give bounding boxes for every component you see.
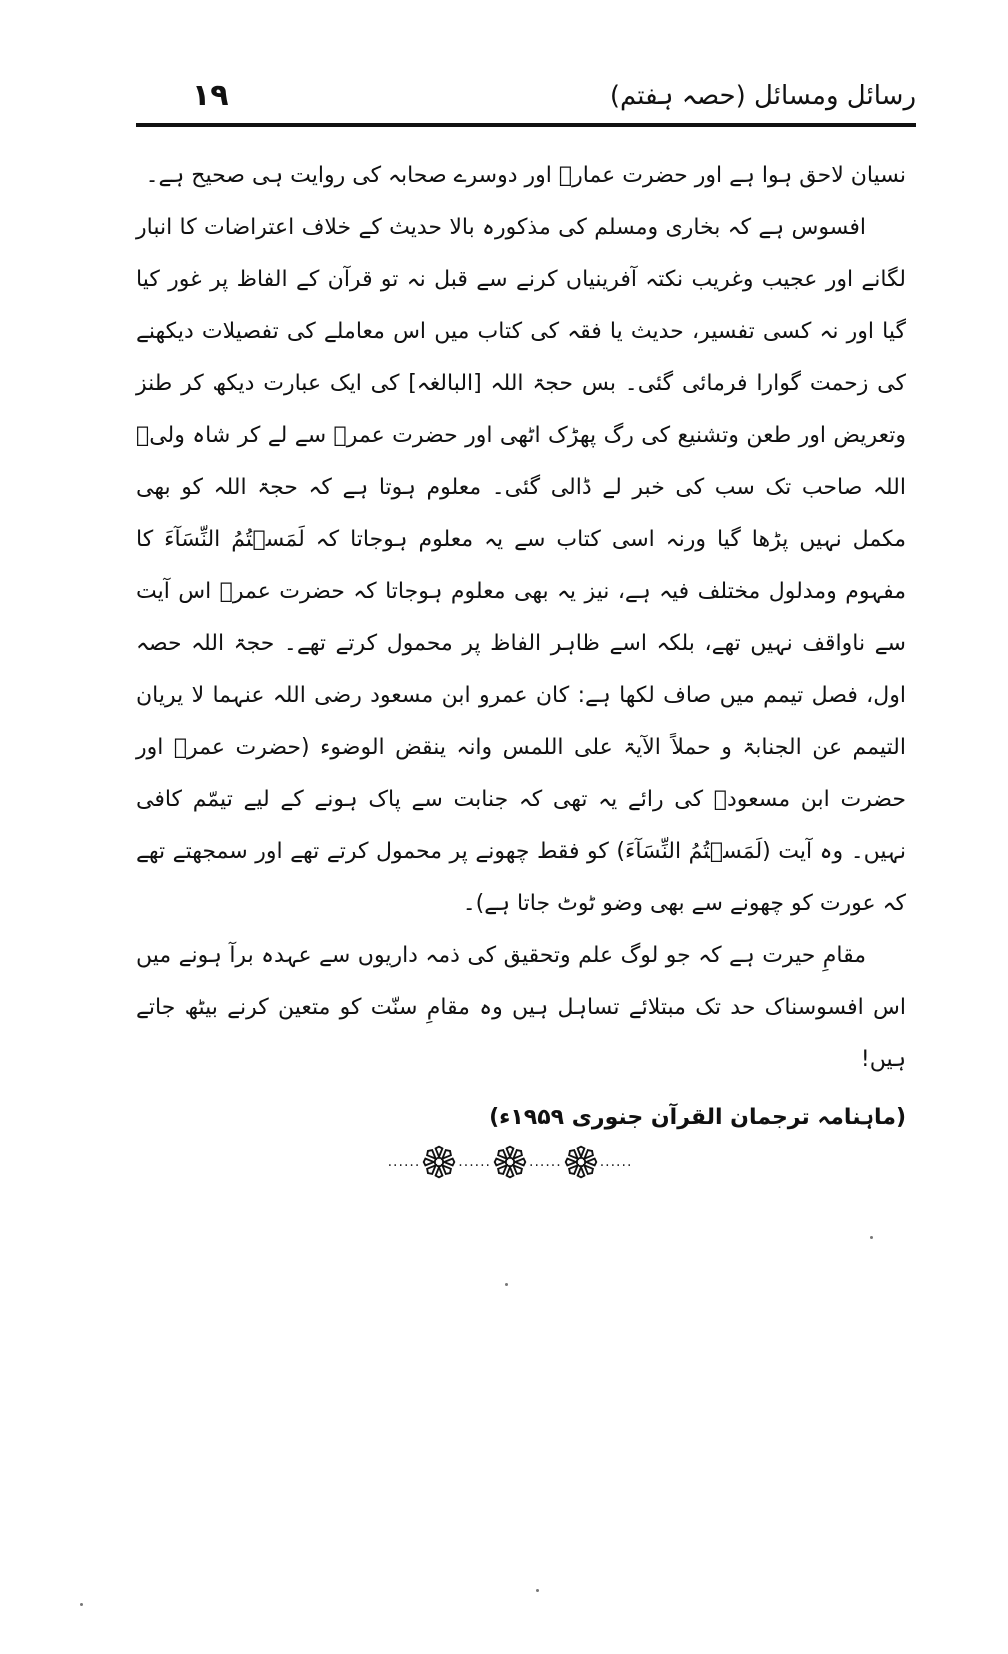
paragraph-continuation: نسیان لاحق ہوا ہے اور حضرت عمارؓ اور دوسرے صحابہ کی روایت ہی صحیح ہے۔ [145, 163, 906, 188]
page-number: ۱۹ [192, 78, 229, 113]
ornament-dots: ...... [458, 1154, 491, 1170]
body-text [136, 150, 906, 1144]
ornament-dots: ...... [529, 1154, 562, 1170]
running-header [136, 78, 916, 122]
scan-speck [505, 1283, 508, 1286]
source-citation: (ماہنامہ ترجمان القرآن جنوری ۱۹۵۹ء) [489, 1105, 906, 1130]
scan-speck [536, 1589, 539, 1592]
scan-speck [870, 1236, 873, 1239]
eight-petal-flower-icon [422, 1145, 456, 1179]
ornament-dots: ...... [599, 1154, 633, 1170]
eight-petal-flower-icon [564, 1145, 598, 1179]
eight-petal-flower-icon [493, 1145, 527, 1179]
ornament-dots: ...... [387, 1154, 421, 1170]
section-end-ornament [380, 1142, 640, 1182]
paragraph-main: افسوس ہے کہ بخاری ومسلم کی مذکورہ بالا حدیث کے خلاف اعتراضات کا انبار لگانے اور عجیب وغریب نکتہ آفرینیاں کرنے سے قبل نہ تو قرآن کے الفاظ پر غور کیا گیا اور نہ کسی تفسیر، حدیث یا فقہ کی کتاب میں اس معاملے کی تفصیلات دیکھنے کی زحمت گوارا فرمائی گئی۔ بس حجۃ اللہ [البالغہ] کی ایک عبارت دیکھ کر طنز وتعریض اور طعن وتشنیع کی رگ پھڑک اٹھی اور حضرت عمرؓ سے لے کر شاہ ولیؒ اللہ صاحب تک سب کی خبر لے ڈالی گئی۔ معلوم ہوتا ہے کہ حجۃ اللہ کو بھی مکمل نہیں پڑھا گیا ورنہ اسی کتاب سے یہ معلوم ہوجاتا کہ لَمَسۡتُمُ النِّسَآءَ کا مفہوم ومدلول مختلف فیہ ہے، نیز یہ بھی معلوم ہوجاتا کہ حضرت عمرؓ اس آیت سے ناواقف نہیں تھے، بلکہ اسے ظاہر الفاظ پر محمول کرتے تھے۔ حجۃ اللہ حصہ اول، فصل تیمم میں صاف لکھا ہے: کان عمرو ابن مسعود رضی اللہ عنہما لا یریان التیمم عن الجنابۃ و حملاً الآیۃ علی اللمس وانہ ینقض الوضوء (حضرت عمرؓ اور حضرت ابن مسعودؓ کی رائے یہ تھی کہ جنابت سے پاک ہونے کے لیے تیمّم کافی نہیں۔ وہ آیت (لَمَسۡتُمُ النِّسَآءَ) کو فقط چھونے پر محمول کرتے تھے اور سمجھتے تھے کہ عورت کو چھونے سے بھی وضو ٹوٹ جاتا ہے)۔ [136, 215, 906, 916]
header-title: رسائل ومسائل (حصہ ہفتم) [609, 81, 916, 111]
paragraph-conclusion: مقامِ حیرت ہے کہ جو لوگ علم وتحقیق کی ذمہ داریوں سے عہدہ برآ ہونے میں اس افسوسناک حد تک مبتلائے تساہل ہیں وہ مقامِ سنّت کو متعین کرنے بیٹھ جاتے ہیں! [136, 943, 906, 1072]
header-divider [136, 123, 916, 127]
scan-speck [80, 1603, 83, 1606]
